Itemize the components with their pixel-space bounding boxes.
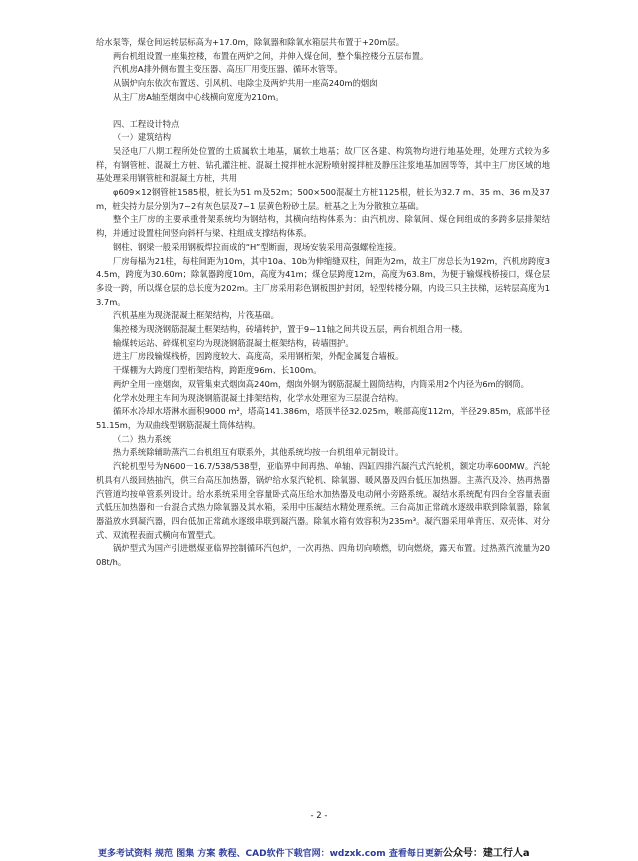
paragraph: 两台机组设置一座集控楼，布置在两炉之间，并伸入煤仓间，整个集控楼分五层布置。 (113, 50, 429, 61)
paragraph: 汽轮机型号为N600－16.7/538/538型，亚临界中间再热、单轴、四缸四排汽凝汽式汽轮机，额定功率600MW。汽轮机具有八级回热抽汽，供三台高压加热器，锅炉给水泵汽轮机、除氧器、暖风器及四台低压加热器。主蒸汽及冷、热再热器汽管道均按单管系列设计。给水系统采用全容量卧式高压给水加热器及电动闸小旁路系统。凝结水系统配有四台全容量表面式低压加热器和一台混合式热力除氧器及其水箱，采用中压凝结水精处理系统。三台高加正常疏水逐级串联到除氧器，除氧器溢放水到凝汽器，四台低加正常疏水逐级串联到凝汽器。除氧水箱有效容积为235m³。凝汽器采用单背压、双壳体、对分式、双流程表面式横向布置型式。 (96, 461, 550, 540)
footer-wechat-text: 公众号：建工行人a (442, 848, 530, 859)
paragraph: 化学水处理主车间为现浇钢筋混凝土排架结构，化学水处理室为三层混合结构。 (113, 392, 404, 403)
paragraph: 给水泵等，煤仓间运转层标高为+17.0m，除氧器和除氧水箱层共布置于+20m层。 (96, 37, 405, 47)
subsection-heading: （一）建筑结构 (113, 132, 172, 143)
paragraph: 钢柱、钢梁一般采用钢板焊拉而成的“H”型断面，现场安装采用高强螺栓连接。 (113, 241, 402, 252)
paragraph: 干煤棚为大跨度门型桁架结构，跨距度96m、长100m。 (113, 365, 322, 376)
paragraph: 锅炉型式为国产引进燃煤亚临界控制循环汽包炉，一次再热、四角切向喷燃，切向燃烧，露天布置。过热蒸汽流量为2008t/h。 (96, 543, 550, 568)
footer-ad-text: 更多考试资料 规范 图集 方案 教程、CAD软件下载官网： (98, 849, 330, 859)
paragraph: 厂房每榀为21柱，每柱间距为10m，其中10a、10b为伸缩缝双柱，间距为2m，故主厂房总长为192m，汽机房跨度34.5m，跨度为30.60m；除氧器跨度10m，高度为41m；煤仓层跨度12m，高度为63.8m，为便于输煤栈桥接口，煤仓层多设一跨，所以煤仓层的总长度为202m。主厂房采用彩色钢板围护封闭，轻型转楼分隔，内设三只主扶梯，运转层高度为13.7m。 (96, 255, 550, 307)
paragraph: 整个主厂房的主要承重骨架系统均为钢结构，其横向结构体系为：由汽机房、除氧间、煤仓间组成的多跨多层排架结构，并通过设置柱间竖向斜杆与梁、柱组成支撑结构体系。 (96, 214, 550, 239)
paragraph: 汽机基座为现浇混凝土框架结构，片筏基础。 (113, 310, 279, 321)
section-spacer (96, 105, 550, 118)
paragraph: 两炉全用一座烟囱，双管集束式烟囱高240m，烟囱外钢为钢筋混凝土圆筒结构，内筒采用2个内径为6m的钢筒。 (113, 378, 529, 389)
paragraph: 汽机房A排外侧布置主变压器、高压厂用变压器、循环水管等。 (113, 64, 343, 75)
paragraph: （二）热力系统 (113, 433, 172, 444)
paragraph: φ609×12钢管桩1585根，桩长为51 m及52m；500×500混凝土方桩1125根，桩长为32.7 m、35 m、36 m及37m，桩尖持力层分别为7~2有灰色层及7~1 层黄色粉砂土层。桩基之上为分散独立基础。 (96, 187, 550, 211)
section-heading: 四、工程设计特点 (113, 118, 180, 129)
footer-site-link[interactable]: wdzxk.com (329, 849, 386, 859)
paragraph: 集控楼为现浇钢筋混凝土框架结构，砖墙转护，置于9~11轴之间共设五层，两台机组合用一楼。 (113, 324, 468, 335)
paragraph: 进主厂房段输煤栈桥，因跨度较大、高度高，采用钢桁架，外配金属复合墙板。 (113, 351, 404, 362)
paragraph: 从锅炉向东依次布置送、引风机、电除尘及两炉共用一座高240m的烟囱 (113, 78, 378, 89)
footer-update-text: 查看每日更新 (385, 849, 443, 859)
paragraph: 从主厂房A轴至烟囱中心线横向宽度为210m。 (113, 91, 284, 102)
paragraph: 吴泾电厂八期工程所处位置的土质属软土地基，属软土地基；故厂区各建、构筑物均进行地基处理，处理方式较为多样，有钢管桩、混凝土方桩、钻孔灌注桩、混凝土搅拌桩水泥粉喷射搅拌桩及静压注浆地基加固等等，其中主厂房区域的地基处理采用钢管桩和混凝土方桩，共用 (96, 145, 550, 184)
paragraph: 循环水冷却水塔淋水面积9000 m²，塔高141.386m，塔顶半径32.025m，喉部高度112m，半径29.85m，底部半径51.15m，为双曲线型钢筋混凝土筒体结构。 (96, 406, 550, 430)
document-body (96, 36, 550, 570)
subsection-heading: 热力系统除辅助蒸汽二台机组互有联系外，其他系统均按一台机组单元制设计。 (113, 447, 404, 458)
footer-banner (98, 847, 638, 861)
paragraph: 输煤转运站、碎煤机室均为现浇钢筋混凝土框架结构，砖墙围护。 (113, 337, 354, 348)
page-number: - 2 - (310, 811, 328, 821)
